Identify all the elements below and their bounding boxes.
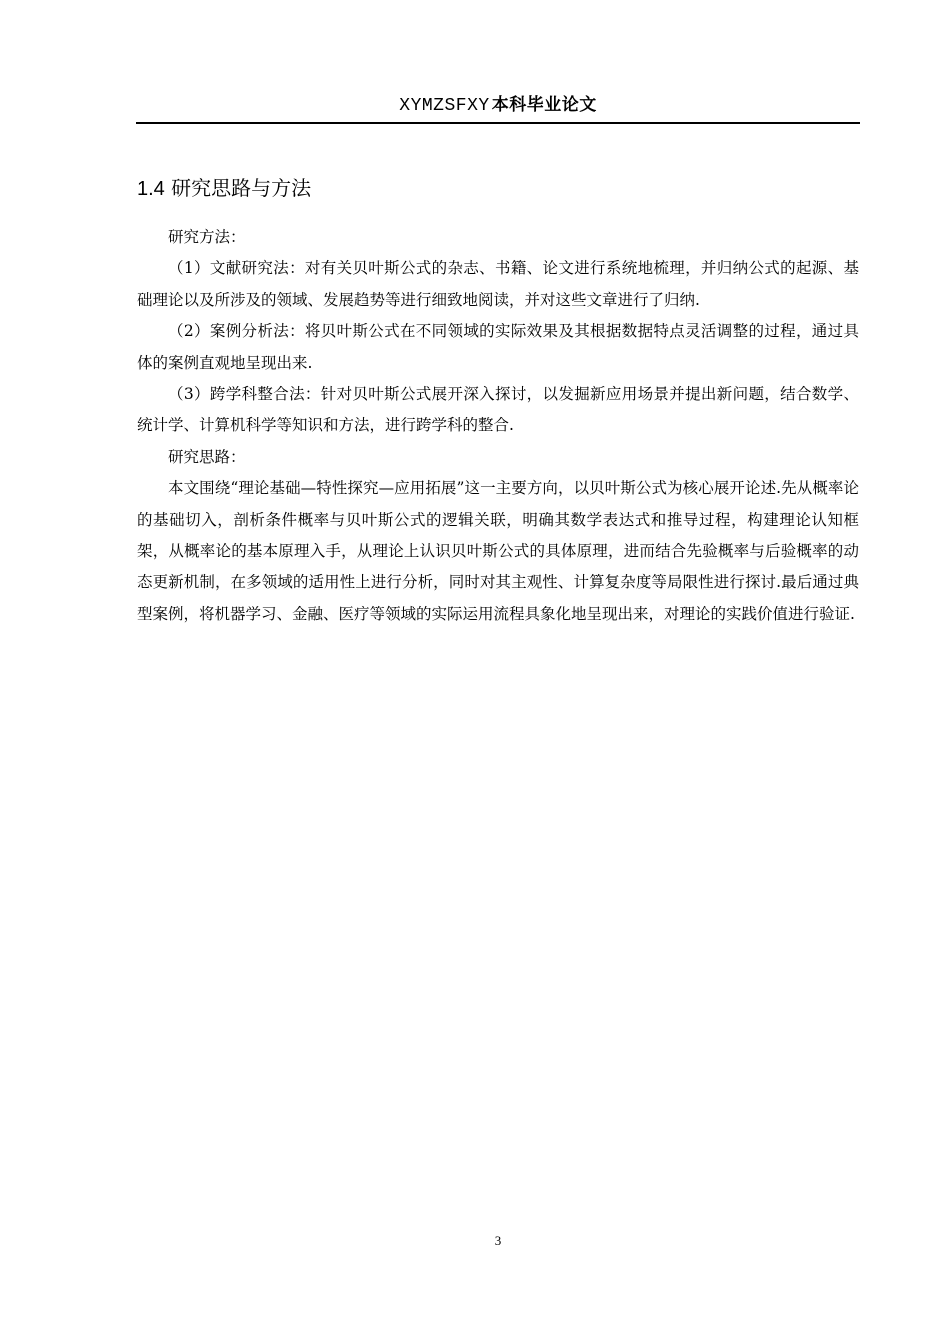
methods-label: 研究方法： [168, 228, 246, 246]
paragraph-interdisciplinary-method: （3）跨学科整合法：针对贝叶斯公式展开深入探讨，以发掘新应用场景并提出新问题，结合数学、统计学、计算机科学等知识和方法，进行跨学科的整合. [137, 385, 859, 435]
body-text [137, 222, 859, 630]
section-number: 1.4 [137, 178, 165, 200]
paragraph-case-analysis-method: （2）案例分析法：将贝叶斯公式在不同领域的实际效果及其根据数据特点灵活调整的过程，通过具体的案例直观地呈现出来. [137, 322, 859, 372]
header-code: XYMZSFXY [399, 96, 490, 116]
paragraph-literature-method: （1）文献研究法：对有关贝叶斯公式的杂志、书籍、论文进行系统地梳理，并归纳公式的起源、基础理论以及所涉及的领域、发展趋势等进行细致地阅读，并对这些文章进行了归纳. [137, 259, 859, 309]
header-thesis-label: 本科毕业论文 [491, 95, 597, 115]
header-title [399, 94, 596, 117]
section-title: 研究思路与方法 [171, 176, 312, 200]
page-number: 3 [494, 1233, 502, 1248]
approach-label: 研究思路： [168, 447, 246, 466]
section-heading [137, 174, 311, 203]
paragraph-research-approach: 本文围绕“理论基础—特性探究—应用拓展”这一主要方向，以贝叶斯公式为核心展开论述.先从概率论的基础切入，剖析条件概率与贝叶斯公式的逻辑关联，明确其数学表达式和推导过程，构建理论认知框架，从概率论的基本原理入手，从理论上认识贝叶斯公式的具体原理，进而结合先验概率与后验概率的动态更新机制，在多领域的适用性上进行分析，同时对其主观性、计算复杂度等局限性进行探讨.最后通过典型案例，将机器学习、金融、医疗等领域的实际运用流程具象化地呈现出来，对理论的实践价值进行验证. [137, 479, 859, 623]
page-header [136, 92, 860, 124]
